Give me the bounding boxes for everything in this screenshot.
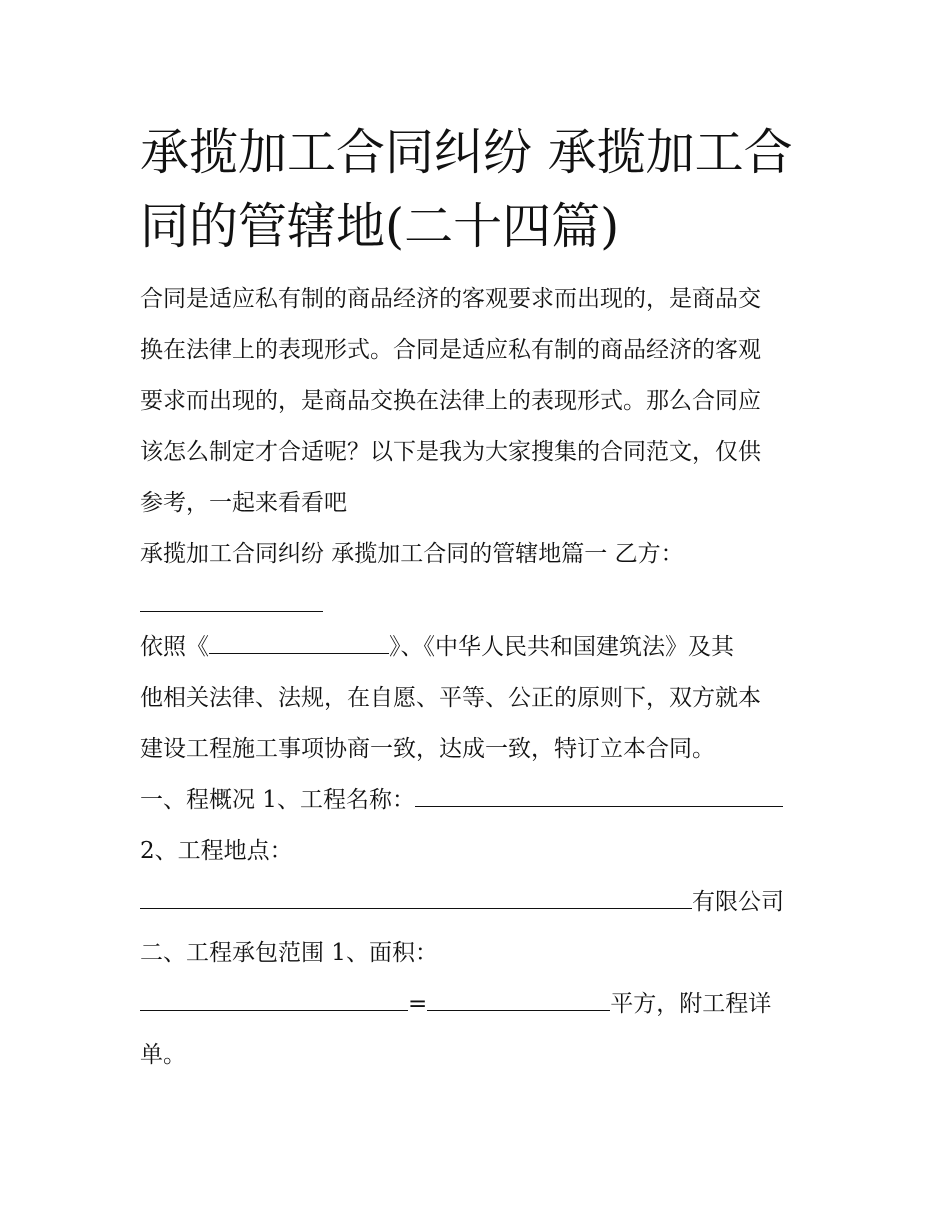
basis-line-2: 他相关法律、法规，在自愿、平等、公正的原则下，双方就本 (140, 685, 761, 711)
intro-line-2: 换在法律上的表现形式。合同是适应私有制的商品经济的客观 (140, 337, 761, 363)
item-scope: 二、工程承包范围 1、面积： (140, 940, 438, 966)
law-name-blank (209, 633, 389, 654)
intro-line-1: 合同是适应私有制的商品经济的客观要求而出现的，是商品交 (140, 286, 761, 312)
party-b-blank (140, 591, 323, 612)
equals-sign: = (408, 991, 428, 1017)
item-project-name (140, 785, 840, 815)
title-line-1: 承揽加工合同纠纷 承揽加工合 (140, 124, 793, 181)
basis-suffix: 》、《中华人民共和国建筑法》及其 (389, 634, 734, 660)
item-project-location: 2、工程地点： (140, 838, 293, 864)
area-value-blank (427, 990, 610, 1011)
company-line (140, 887, 840, 917)
company-suffix: 有限公司 (692, 889, 784, 915)
intro-line-3: 要求而出现的，是商品交换在法律上的表现形式。那么合同应 (140, 388, 761, 414)
area-suffix: 平方，附工程详 (610, 991, 772, 1017)
section-heading: 承揽加工合同纠纷 承揽加工合同的管辖地篇一 乙方： (140, 541, 684, 567)
area-line (140, 989, 840, 1019)
basis-line-1 (140, 632, 840, 662)
intro-line-5: 参考，一起来看看吧 (140, 490, 347, 516)
project-name-blank (415, 786, 783, 807)
company-name-blank (140, 888, 692, 909)
basis-line-3: 建设工程施工事项协商一致，达成一致，特订立本合同。 (140, 736, 715, 762)
basis-prefix: 依照《 (140, 634, 209, 660)
title-line-2: 同的管辖地(二十四篇) (140, 198, 620, 255)
party-b-blank-line (140, 590, 840, 620)
document-title (140, 116, 820, 264)
area-formula-blank (140, 990, 408, 1011)
intro-line-4: 该怎么制定才合适呢？以下是我为大家搜集的合同范文，仅供 (140, 439, 761, 465)
area-line-2: 单。 (140, 1042, 186, 1068)
project-name-label: 一、程概况 1、工程名称： (140, 787, 415, 813)
